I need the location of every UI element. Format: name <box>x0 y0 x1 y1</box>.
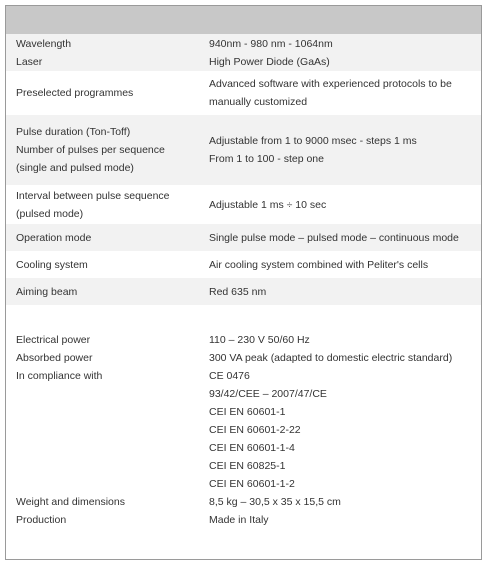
general-value-line: CEI EN 60601-1-4 <box>209 442 295 454</box>
general-label-line: Weight and dimensions <box>16 496 125 508</box>
spec-row <box>6 251 481 278</box>
spec-value <box>209 278 471 305</box>
spec-label-line: Wavelength <box>16 37 72 50</box>
spec-value-line: Air cooling system combined with Peliter's cells <box>209 258 429 271</box>
spec-label-line: Number of pulses per sequence <box>16 144 165 156</box>
spec-value-line: Advanced software with experienced protocols to be <box>209 78 452 90</box>
general-labels <box>16 331 209 529</box>
general-value-line: 8,5 kg – 30,5 x 35 x 15,5 cm <box>209 496 341 508</box>
general-label-line: Electrical power <box>16 334 91 346</box>
spec-label <box>16 251 209 278</box>
spec-label <box>16 224 209 251</box>
spec-row <box>6 115 481 185</box>
spec-row <box>6 34 481 71</box>
spec-label-line: Preselected programmes <box>16 87 134 99</box>
spec-value-line: Adjustable from 1 to 9000 msec - steps 1 ms <box>209 135 417 147</box>
spec-value-line: 940nm - 980 nm - 1064nm <box>209 37 333 50</box>
spec-label-line: (pulsed mode) <box>16 207 84 220</box>
general-value-line: 93/42/CEE – 2007/47/CE <box>209 388 327 400</box>
general-value-line: CEI EN 60601-1-2 <box>209 478 295 490</box>
general-label-line: In compliance with <box>16 370 103 382</box>
general-value-line: CE 0476 <box>209 370 250 382</box>
spec-label-line: (single and pulsed mode) <box>16 162 134 174</box>
spec-value-line: Adjustable 1 ms ÷ 10 sec <box>209 198 327 211</box>
spec-label <box>16 71 209 115</box>
spec-row <box>6 224 481 251</box>
spec-value-line: Red 635 nm <box>209 285 267 298</box>
section-gap <box>6 305 481 331</box>
general-label-line <box>16 385 209 403</box>
spec-value <box>209 185 471 224</box>
general-label-line <box>16 421 209 439</box>
general-value-line: 300 VA peak (adapted to domestic electric standard) <box>209 352 453 364</box>
spec-value-line: Single pulse mode – pulsed mode – continuous mode <box>209 231 459 244</box>
spec-row <box>6 185 481 224</box>
spec-value <box>209 224 471 251</box>
spec-label <box>16 34 209 71</box>
general-value-line: CEI EN 60825-1 <box>209 460 286 472</box>
spec-value-line: From 1 to 100 - step one <box>209 153 324 165</box>
general-values <box>209 331 471 529</box>
general-label-line <box>16 439 209 457</box>
spec-label <box>16 278 209 305</box>
general-value-line: CEI EN 60601-2-22 <box>209 424 301 436</box>
general-label-line <box>16 457 209 475</box>
spec-value <box>209 34 471 71</box>
general-value-line: Made in Italy <box>209 514 269 526</box>
spec-label-line: Operation mode <box>16 231 92 244</box>
spec-row <box>6 278 481 305</box>
spec-value <box>209 115 471 185</box>
spec-value <box>209 71 471 115</box>
spec-label <box>16 115 209 185</box>
general-label-line: Absorbed power <box>16 352 93 364</box>
spec-value-line: manually customized <box>209 96 308 108</box>
spec-label-line: Interval between pulse sequence <box>16 189 170 202</box>
spec-label-line: Pulse duration (Ton-Toff) <box>16 126 131 138</box>
spec-label-line: Laser <box>16 55 43 68</box>
general-label-line: Production <box>16 514 67 526</box>
spec-value-line: High Power Diode (GaAs) <box>209 55 330 68</box>
spec-label-line: Cooling system <box>16 258 88 271</box>
spec-label <box>16 185 209 224</box>
spec-label-line: Aiming beam <box>16 285 78 298</box>
general-specs <box>6 331 481 529</box>
general-value-line: 110 – 230 V 50/60 Hz <box>209 334 310 346</box>
spec-rows <box>6 34 481 305</box>
spec-row <box>6 71 481 115</box>
table-header-bar <box>6 6 481 34</box>
spec-table <box>5 5 482 560</box>
general-label-line <box>16 403 209 421</box>
general-value-line: CEI EN 60601-1 <box>209 406 286 418</box>
spec-value <box>209 251 471 278</box>
general-label-line <box>16 475 209 493</box>
